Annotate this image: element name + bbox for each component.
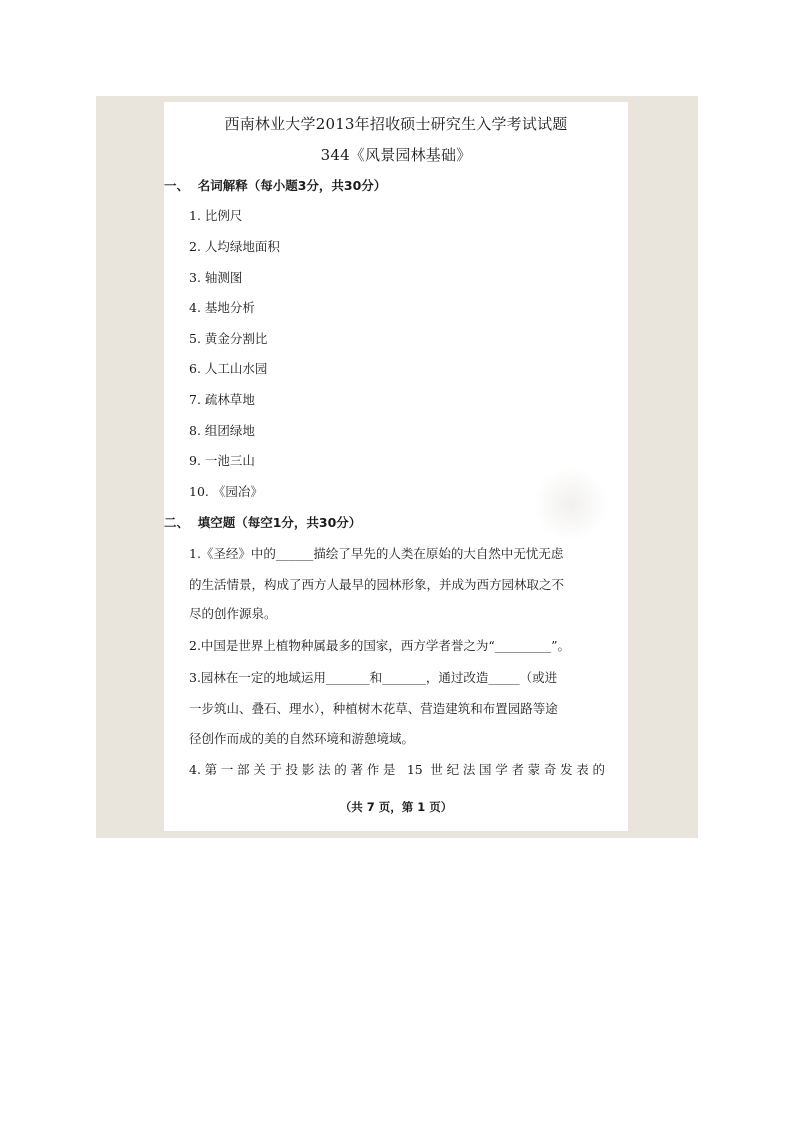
term-item: 5. 黄金分割比 bbox=[189, 331, 268, 346]
term-item: 6. 人工山水园 bbox=[189, 361, 268, 376]
exam-page bbox=[164, 102, 628, 831]
term-item: 2. 人均绿地面积 bbox=[189, 239, 280, 254]
question-2: 2.中国是世界上植物种属最多的国家，西方学者誉之为“_________”。 bbox=[189, 638, 570, 653]
section-2-heading: 二、 填空题（每空1分，共30分） bbox=[164, 515, 362, 530]
scan-smudge bbox=[532, 468, 610, 540]
question-1-line-3: 尽的创作源泉。 bbox=[189, 606, 277, 621]
term-item: 8. 组团绿地 bbox=[189, 423, 255, 438]
exam-subject: 344《风景园林基础》 bbox=[320, 146, 472, 164]
term-item: 3. 轴测图 bbox=[189, 270, 243, 285]
question-3-line-3: 径创作而成的美的自然环境和游憩境域。 bbox=[189, 731, 415, 746]
term-item: 9. 一池三山 bbox=[189, 453, 255, 468]
exam-title: 西南林业大学2013年招收硕士研究生入学考试试题 bbox=[224, 115, 568, 133]
term-item: 7. 疏林草地 bbox=[189, 392, 255, 407]
question-4: 4.第一部关于投影法的著作是 15 世纪法国学者蒙奇发表的 bbox=[189, 762, 605, 777]
scan-background bbox=[96, 96, 698, 838]
term-item: 1. 比例尺 bbox=[189, 208, 243, 223]
term-item: 10. 《园冶》 bbox=[189, 484, 263, 499]
section-1-heading: 一、 名词解释（每小题3分，共30分） bbox=[164, 178, 387, 193]
question-3-line-1: 3.园林在一定的地域运用_______和_______，通过改造_____（或进 bbox=[189, 670, 558, 685]
question-3-line-2: 一步筑山、叠石、理水），种植树木花草、营造建筑和布置园路等途 bbox=[189, 701, 558, 716]
question-1-line-2: 的生活情景，构成了西方人最早的园林形象，并成为西方园林取之不 bbox=[189, 577, 565, 592]
term-item: 4. 基地分析 bbox=[189, 300, 255, 315]
question-1-line-1: 1.《圣经》中的______描绘了早先的人类在原始的大自然中无忧无虑 bbox=[189, 546, 564, 561]
page-footer: （共 7 页，第 1 页） bbox=[339, 800, 453, 814]
